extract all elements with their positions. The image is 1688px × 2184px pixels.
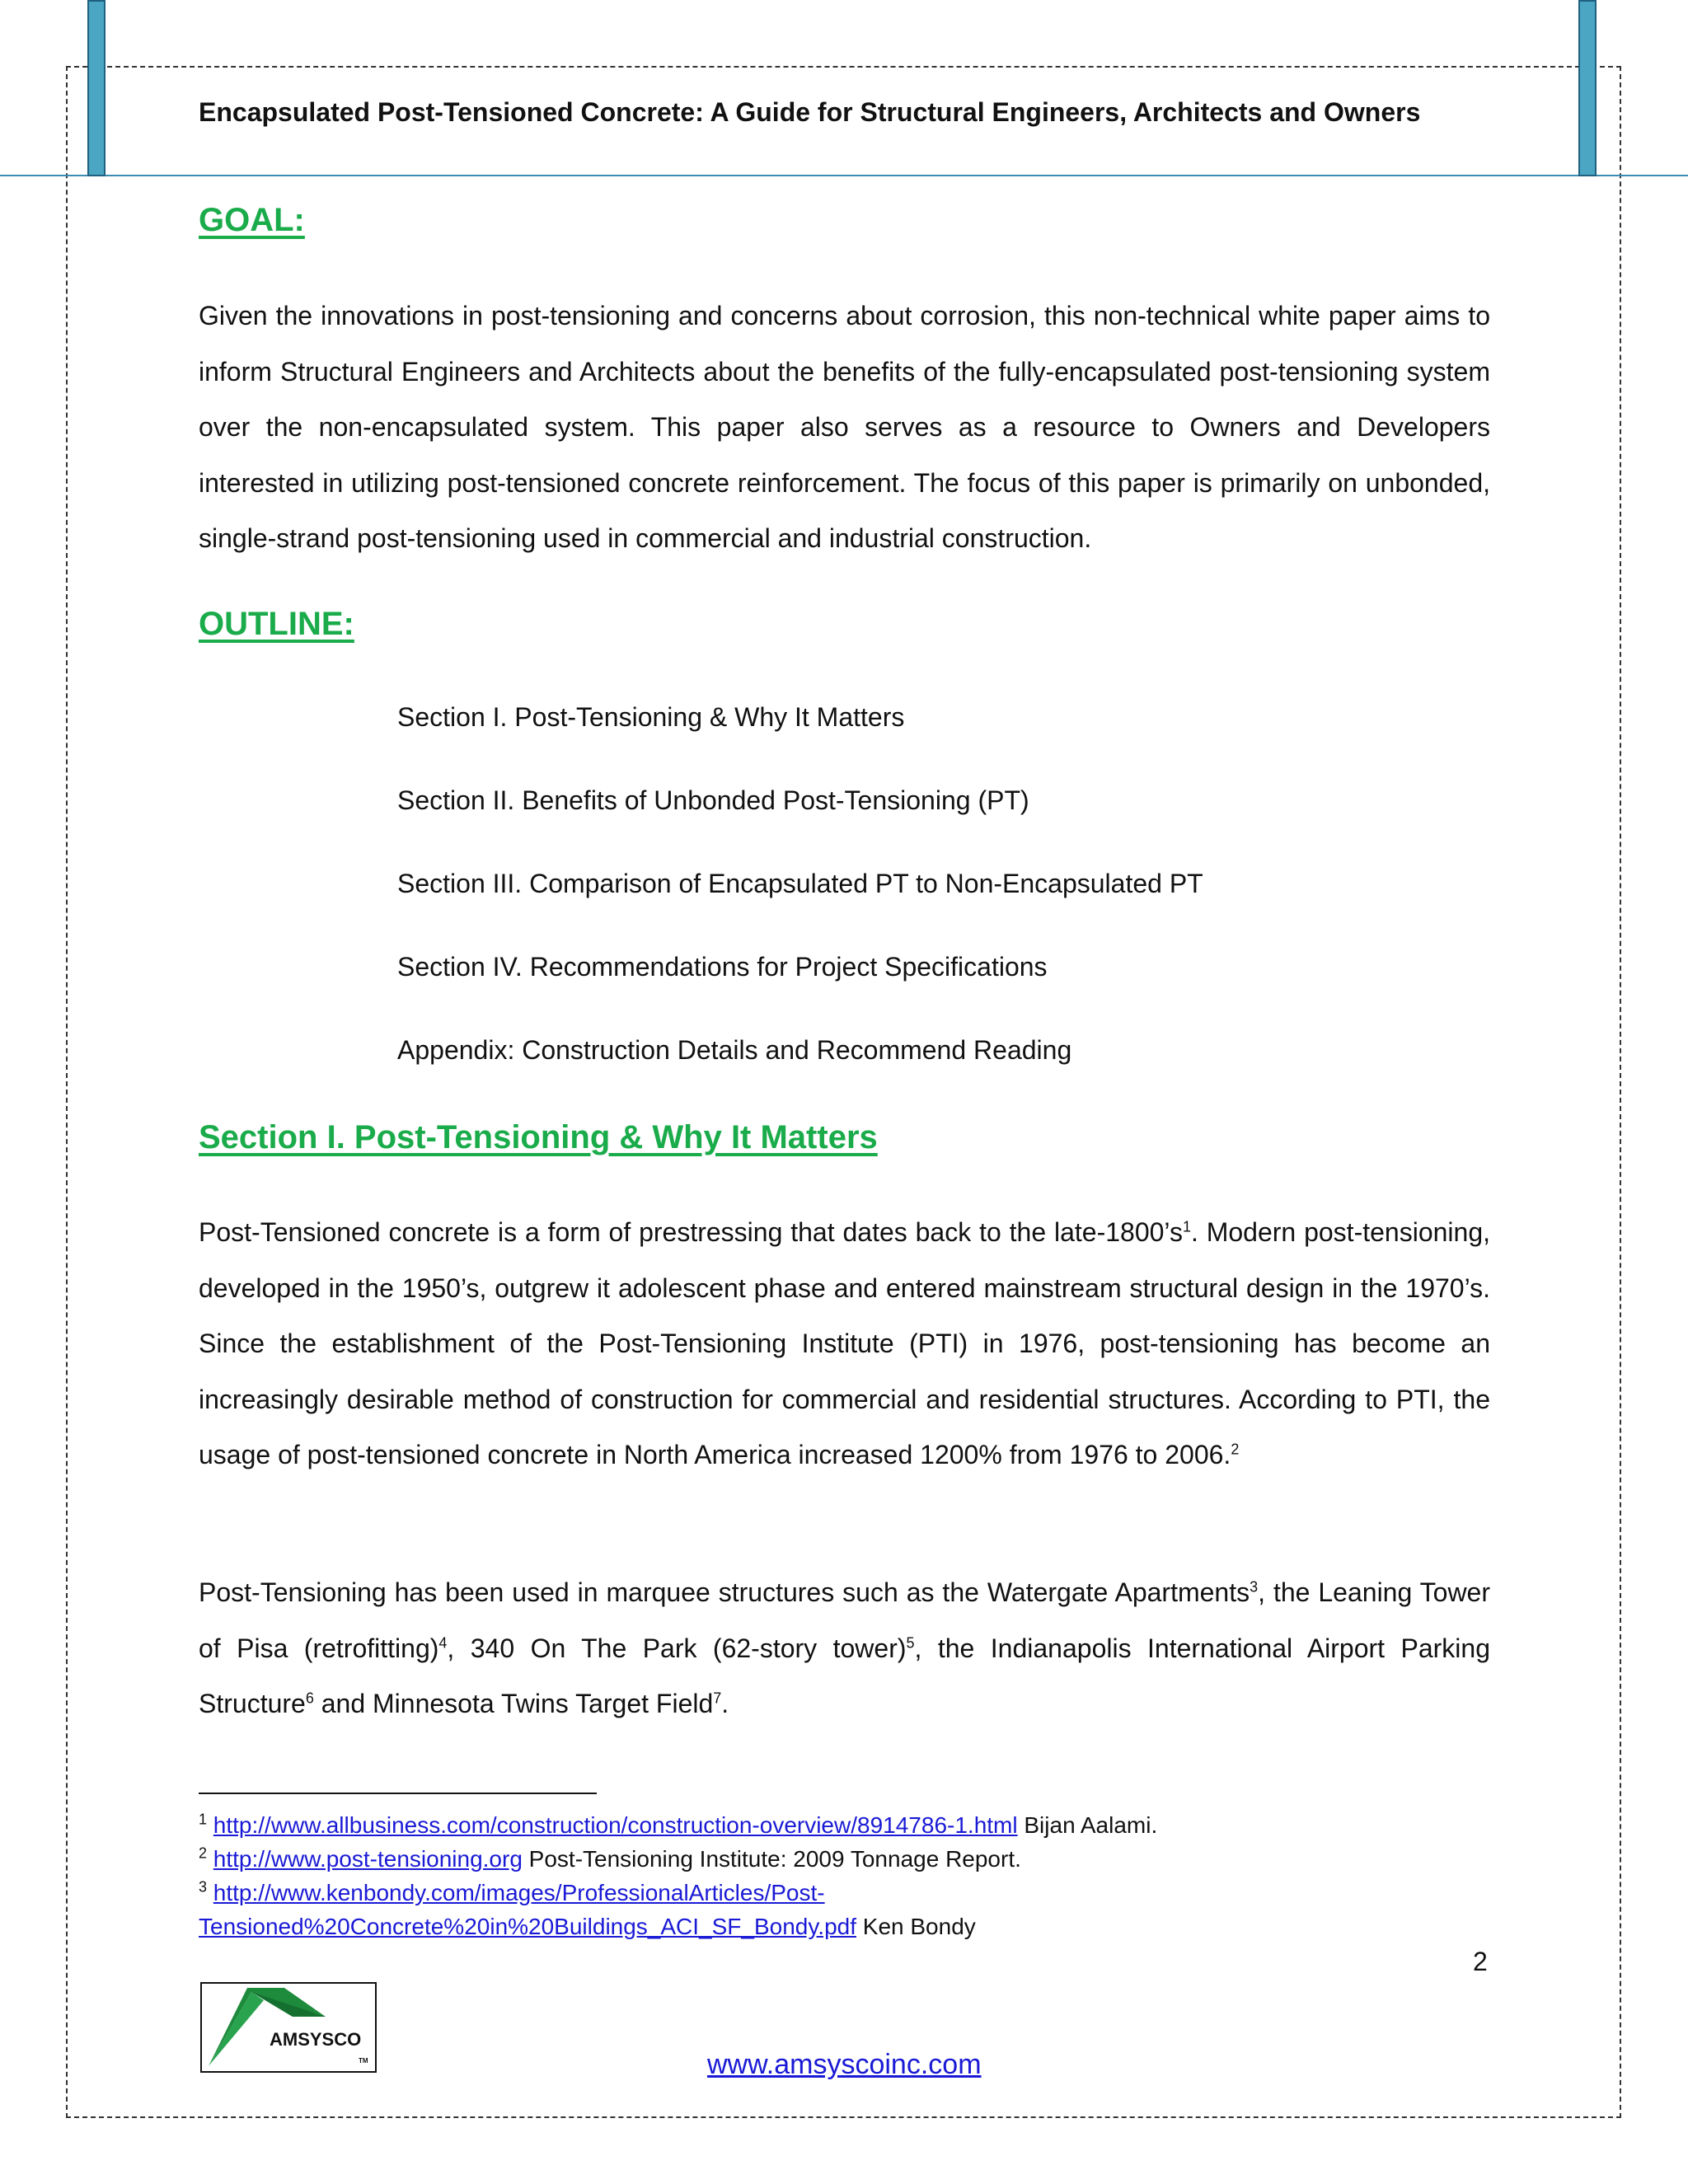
footnote-separator	[199, 1793, 597, 1794]
outline-item: Section I. Post-Tensioning & Why It Matters	[397, 702, 905, 732]
footnote-3-link-cont[interactable]: Tensioned%20Concrete%20in%20Buildings_ACI_SF_Bondy.pdf	[199, 1914, 856, 1939]
footnote-2-link[interactable]: http://www.post-tensioning.org	[213, 1846, 523, 1872]
amsysco-logo-mark-icon	[202, 1984, 375, 2071]
footnote-ref: 3	[1250, 1578, 1259, 1596]
footer-website-link[interactable]: www.amsyscoinc.com	[707, 2049, 982, 2080]
outline-item: Section IV. Recommendations for Project Specifications	[397, 952, 1048, 982]
right-header-tab	[1578, 0, 1597, 176]
section-1-heading: Section I. Post-Tensioning & Why It Matters	[199, 1119, 878, 1155]
page-number: 2	[1473, 1947, 1488, 1976]
footnote-1: $^1$ http://www.allbusiness.com/construction/construction-overview/8914786-1.html Bijan Aalami.	[199, 1811, 1158, 1838]
amsysco-logo	[200, 1982, 377, 2073]
logo-tm: TM	[359, 2057, 368, 2064]
left-header-tab	[87, 0, 106, 176]
footnote-3-link[interactable]: http://www.kenbondy.com/images/ProfessionalArticles/Post-	[213, 1880, 825, 1905]
footnote-ref: 1	[1182, 1218, 1191, 1235]
footnote-ref: 4	[438, 1633, 448, 1651]
goal-heading: GOAL:	[199, 202, 305, 238]
document-header-title: Encapsulated Post-Tensioned Concrete: A Guide for Structural Engineers, Architects and Owners	[199, 97, 1421, 127]
footnote-1-link[interactable]: http://www.allbusiness.com/construction/construction-overview/8914786-1.html	[213, 1812, 1018, 1838]
footnote-ref: 5	[906, 1633, 915, 1651]
section-1-paragraph-1: Post-Tensioned concrete is a form of prestressing that dates back to the late-$1800’s^1$. Modern post-tensioning, developed in the 1950’s, outgrew it adolescent phase and entered mainstream structural design in the 1970’s. Since the establishment of the Post-Tensioning Institute (PTI) in 1976, post-tensioning has become an increasingly desirable method of construction for commercial and residential structures. According to PTI, the usage of post-tensioned concrete in North America increased 1200% from 1976 to 2006.$^2$	[199, 1217, 1491, 1469]
goal-paragraph: Given the innovations in post-tensioning and concerns about corrosion, this non-technical white paper aims to inform Structural Engineers and Architects about the benefits of the fully-encapsulated post-tensioning system over the non-encapsulated system. This paper also serves as a resource to Owners and Developers interested in utilizing post-tensioned concrete reinforcement. The focus of this paper is primarily on unbonded, single-strand post-tensioning used in commercial and industrial construction.	[199, 301, 1490, 553]
footnote-ref: 7	[713, 1690, 722, 1707]
logo-text: AMSYSCO	[270, 2029, 362, 2050]
outline-item: Appendix: Construction Details and Recommend Reading	[397, 1035, 1072, 1065]
outline-item: Section II. Benefits of Unbonded Post-Tensioning (PT)	[397, 785, 1029, 815]
outline-heading: OUTLINE:	[199, 606, 354, 642]
footnote-3: $^3$ http://www.kenbondy.com/images/ProfessionalArticles/Post- Tensioned%20Concrete%20in%20Buildings_ACI_SF_Bondy.pdf Ken Bondy	[199, 1878, 976, 1939]
section-1-paragraph-2: Post-Tensioning has been used in marquee structures such as the Watergate Apartments$^3$, the Leaning Tower of Pisa (retrofitting)$^4$, 340 On The Park (62-story tower)$^5$, the Indianapolis International Airport Parking Structure$^6$ and Minnesota Twins Target Field$^7$.	[199, 1577, 1491, 1718]
footnote-ref: 6	[305, 1690, 314, 1707]
footnote-ref: 2	[1231, 1441, 1240, 1458]
header-rule	[0, 175, 1688, 176]
footnote-2: $^2$ http://www.post-tensioning.org Post-Tensioning Institute: 2009 Tonnage Report.	[199, 1844, 1021, 1872]
outline-item: Section III. Comparison of Encapsulated PT to Non-Encapsulated PT	[397, 869, 1203, 898]
